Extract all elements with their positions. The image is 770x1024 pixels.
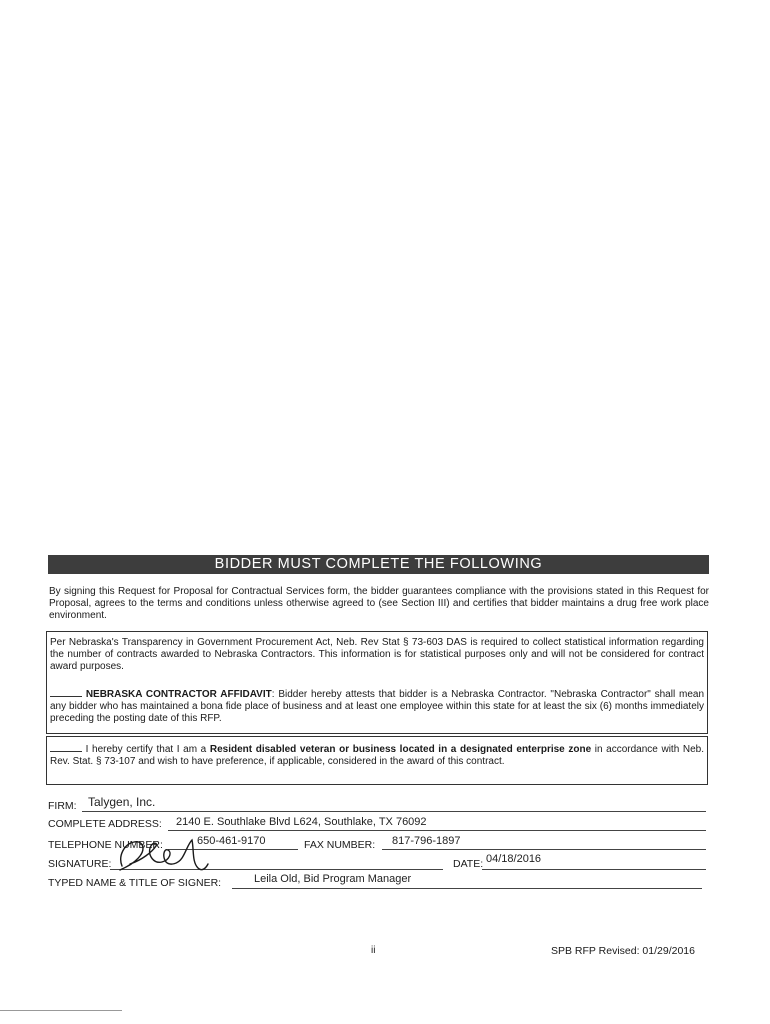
typed-name-line (232, 888, 702, 889)
section-banner: BIDDER MUST COMPLETE THE FOLLOWING (48, 555, 709, 574)
veteran-text-before: I hereby certify that I am a (82, 744, 210, 755)
telephone-value[interactable]: 650-461-9170 (197, 835, 266, 847)
fax-value[interactable]: 817-796-1897 (392, 835, 461, 847)
firm-label: FIRM: (48, 800, 77, 812)
contractor-statistics-box (46, 631, 708, 734)
typed-name-label: TYPED NAME & TITLE OF SIGNER: (48, 877, 222, 889)
affidavit-checkbox-blank[interactable] (50, 686, 82, 697)
veteran-paragraph (50, 741, 704, 768)
address-line (168, 830, 706, 831)
address-label: COMPLETE ADDRESS: (48, 818, 162, 830)
date-value[interactable]: 04/18/2016 (486, 853, 542, 865)
page-number: ii (371, 945, 376, 956)
firm-line (82, 811, 706, 812)
address-value[interactable]: 2140 E. Southlake Blvd L624, Southlake, TX 76092 (176, 816, 427, 828)
scan-edge-line (0, 1010, 122, 1011)
veteran-text-after: in accordance with Neb. Rev. Stat. § 73-107 and wish to have preference, if applicable, considered in the award of this contract. (50, 744, 704, 767)
fax-line (382, 849, 706, 850)
handwritten-signature[interactable] (112, 834, 212, 878)
firm-value[interactable]: Talygen, Inc. (88, 795, 156, 809)
date-line (482, 869, 706, 870)
affidavit-text: : Bidder hereby attests that bidder is a Nebraska Contractor. "Nebraska Contractor" shall mean any bidder who has maintained a bona fide place of business and at least one employee within this state for at least the six (6) months immediately preceding the posting date of this RFP. (50, 689, 704, 724)
telephone-label: TELEPHONE NUMBER: (48, 839, 163, 851)
affidavit-label: NEBRASKA CONTRACTOR AFFIDAVIT (85, 689, 272, 700)
transparency-paragraph: Per Nebraska's Transparency in Government Procurement Act, Neb. Rev Stat § 73-603 DAS is required to collect statistical information regarding the number of contracts awarded to Nebraska Contractors. This information is for statistical purposes only and will not be considered for contract award purposes. (50, 637, 704, 672)
veteran-preference-box (46, 736, 708, 785)
fax-label: FAX NUMBER: (304, 839, 376, 851)
signature-label: SIGNATURE: (48, 858, 112, 870)
veteran-bold-text: Resident disabled veteran or business located in a designated enterprise zone (209, 744, 592, 755)
typed-name-value[interactable]: Leila Old, Bid Program Manager (254, 873, 412, 885)
date-label: DATE: (453, 858, 484, 870)
revision-note: SPB RFP Revised: 01/29/2016 (551, 945, 695, 957)
intro-paragraph: By signing this Request for Proposal for Contractual Services form, the bidder guarantees compliance with the provisions stated in this Request for Proposal, agrees to the terms and conditions unless otherwise agreed to (see Section III) and certifies that bidder maintains a drug free work place environment. (49, 586, 709, 621)
affidavit-paragraph (50, 686, 704, 725)
veteran-checkbox-blank[interactable] (50, 741, 82, 752)
